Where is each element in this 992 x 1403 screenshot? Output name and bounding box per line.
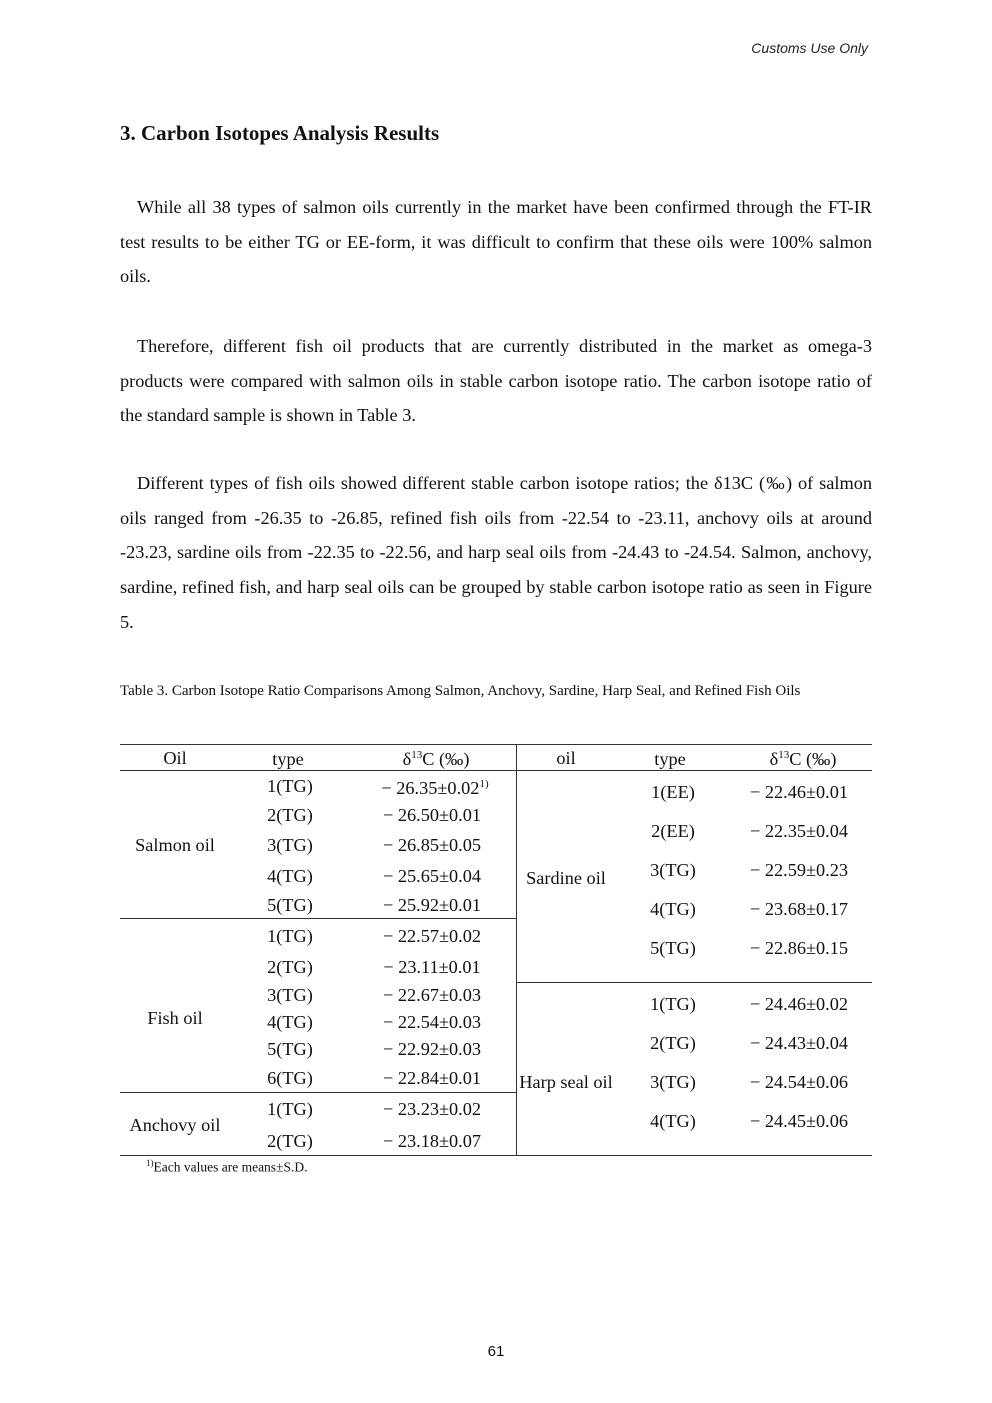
group-rule-salmon-fish xyxy=(120,918,516,919)
salmon-type-5: 5(TG) xyxy=(267,895,313,915)
sardine-value-1: − 22.46±0.01 xyxy=(749,782,849,802)
header-delta-left: $\delta^{13}C$ (‰) xyxy=(402,748,470,770)
harp-value-4: − 24.45±0.06 xyxy=(749,1111,849,1131)
table-top-rule xyxy=(120,744,872,745)
fish-type-3: 3(TG) xyxy=(267,985,313,1005)
sardine-type-5: 5(TG) xyxy=(650,938,696,958)
salmon-type-4: 4(TG) xyxy=(267,866,313,886)
section-title: 3. Carbon Isotopes Analysis Results xyxy=(120,121,440,145)
sardine-value-5: − 22.86±0.15 xyxy=(749,938,849,958)
sardine-type-3: 3(TG) xyxy=(650,860,696,880)
salmon-type-1: 1(TG) xyxy=(267,776,313,796)
sardine-value-4: − 23.68±0.17 xyxy=(749,899,849,919)
table-bottom-rule xyxy=(120,1155,872,1156)
harp-type-4: 4(TG) xyxy=(650,1111,696,1131)
sardine-type-1: 1(EE) xyxy=(651,782,695,802)
harp-value-3: − 24.54±0.06 xyxy=(749,1072,849,1092)
harp-value-1: − 24.46±0.02 xyxy=(749,994,849,1014)
salmon-value-3: − 26.85±0.05 xyxy=(382,835,482,855)
sardine-type-4: 4(TG) xyxy=(650,899,696,919)
header-note: Customs Use Only xyxy=(751,40,868,56)
salmon-value-1: − $26.35\pm 0.02^{1)}$ xyxy=(381,777,489,799)
group-rule-fish-anchovy xyxy=(120,1092,516,1093)
fish-value-6: − 22.84±0.01 xyxy=(382,1068,482,1088)
header-delta-right: $\delta^{13}C$ (‰) xyxy=(769,748,837,770)
harp-type-3: 3(TG) xyxy=(650,1072,696,1092)
header-type-right: type xyxy=(654,749,686,769)
harp-value-2: − 24.43±0.04 xyxy=(749,1033,849,1053)
salmon-value-4: − 25.65±0.04 xyxy=(382,866,482,886)
fish-value-2: − 23.11±0.01 xyxy=(383,957,481,977)
fish-value-4: − 22.54±0.03 xyxy=(382,1012,482,1032)
group-label-sardine: Sardine oil xyxy=(526,868,606,888)
fish-value-5: − 22.92±0.03 xyxy=(382,1039,482,1059)
table-center-rule xyxy=(516,744,517,1155)
group-label-harp-seal: Harp seal oil xyxy=(519,1072,613,1092)
sardine-value-2: − 22.35±0.04 xyxy=(749,821,849,841)
group-rule-sardine-harp xyxy=(516,982,872,983)
salmon-value-5: − 25.92±0.01 xyxy=(382,895,482,915)
sardine-value-3: − 22.59±0.23 xyxy=(749,860,849,880)
isotope-table xyxy=(120,744,872,1156)
harp-type-1: 1(TG) xyxy=(650,994,696,1014)
page-number: 61 xyxy=(487,1343,505,1360)
group-label-salmon: Salmon oil xyxy=(135,835,215,855)
fish-value-1: − 22.57±0.02 xyxy=(382,926,482,946)
table-caption: Table 3. Carbon Isotope Ratio Comparisons Among Salmon, Anchovy, Sardine, Harp Seal, and Refined Fish Oils xyxy=(120,683,801,699)
group-label-fish: Fish oil xyxy=(147,1008,203,1028)
group-label-anchovy: Anchovy oil xyxy=(129,1115,221,1135)
fish-value-3: − 22.67±0.03 xyxy=(382,985,482,1005)
anchovy-type-2: 2(TG) xyxy=(267,1131,313,1151)
paragraph-3: Different types of fish oils showed different stable carbon isotope ratios; the δ13C (‰) of salmon oils ranged from -26.35 to -26.85, refined fish oils from -22.54 to -23.11, anchovy oils at around -23.23, sardine oils from -22.35 to -22.56, and harp seal oils from -24.43 to -24.54. Salmon, anchovy, sardine, refined fish, and harp seal oils can be grouped by stable carbon isotope ratio as seen in Figure 5. xyxy=(120,473,872,632)
salmon-type-2: 2(TG) xyxy=(267,805,313,825)
fish-type-5: 5(TG) xyxy=(267,1039,313,1059)
paragraph-1: While all 38 types of salmon oils currently in the market have been confirmed through the FT-IR test results to be either TG or EE-form, it was difficult to confirm that these oils were 100% salmon oils. xyxy=(120,197,872,287)
fish-type-4: 4(TG) xyxy=(267,1012,313,1032)
anchovy-value-2: − 23.18±0.07 xyxy=(382,1131,482,1151)
header-oil-right: oil xyxy=(556,748,576,768)
anchovy-type-1: 1(TG) xyxy=(267,1099,313,1119)
table-header-rule xyxy=(120,770,872,771)
sardine-type-2: 2(EE) xyxy=(651,821,695,841)
paragraph-2: Therefore, different fish oil products that are currently distributed in the market as omega-3 products were compared with salmon oils in stable carbon isotope ratio. The carbon isotope ratio of the standard sample is shown in Table 3. xyxy=(120,336,872,426)
harp-type-2: 2(TG) xyxy=(650,1033,696,1053)
header-oil-left: Oil xyxy=(163,748,187,768)
table-footnote: $^{1)}$Each values are means±S.D. xyxy=(146,1158,308,1175)
header-type-left: type xyxy=(272,749,304,769)
fish-type-6: 6(TG) xyxy=(267,1068,313,1088)
anchovy-value-1: − 23.23±0.02 xyxy=(382,1099,482,1119)
salmon-type-3: 3(TG) xyxy=(267,835,313,855)
fish-type-1: 1(TG) xyxy=(267,926,313,946)
salmon-value-2: − 26.50±0.01 xyxy=(382,805,482,825)
fish-type-2: 2(TG) xyxy=(267,957,313,977)
